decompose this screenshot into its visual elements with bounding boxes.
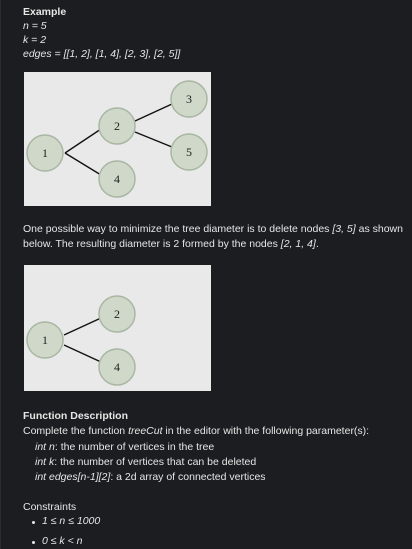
function-description-heading: Function Description	[23, 410, 128, 422]
tree-edge	[64, 345, 101, 362]
tree-edge	[65, 153, 101, 175]
tree-figure-original	[24, 72, 211, 206]
svg-text:2: 2	[114, 119, 120, 133]
param-k: int k: the number of vertices that can be deleted	[35, 456, 257, 468]
tree-node	[171, 134, 207, 170]
tree-node	[99, 296, 135, 332]
tree-edge	[135, 104, 172, 121]
svg-text:2: 2	[114, 307, 120, 321]
example-n: n = 5	[23, 20, 47, 32]
explanation-line-1: One possible way to minimize the tree diameter is to delete nodes [3, 5] as shown	[23, 223, 403, 235]
tree-edge	[65, 129, 101, 153]
example-k: k = 2	[23, 34, 47, 46]
svg-text:4: 4	[114, 172, 120, 186]
constraints-heading: Constraints	[23, 501, 77, 513]
tree-node	[99, 161, 135, 197]
function-description-intro: Complete the function treeCut in the editor with the following parameter(s):	[23, 425, 370, 437]
bullet-icon	[32, 521, 35, 524]
tree-node	[27, 135, 63, 171]
constraint-item: 0 ≤ k < n	[42, 535, 83, 547]
tree-node	[27, 322, 63, 358]
bullet-icon	[32, 541, 35, 544]
tree-node	[99, 349, 135, 385]
tree-figure-after-deletion	[24, 265, 211, 391]
example-edges: edges = [[1, 2], [1, 4], [2, 3], [2, 5]]	[23, 48, 181, 60]
svg-text:4: 4	[114, 360, 120, 374]
tree-node	[99, 108, 135, 144]
explanation-line-2: below. The resulting diameter is 2 formed by the nodes [2, 1, 4].	[23, 238, 319, 250]
tree-edge	[64, 318, 101, 335]
param-n: int n: the number of vertices in the tree	[35, 441, 215, 453]
svg-text:5: 5	[186, 145, 192, 159]
constraint-item: 1 ≤ n ≤ 1000	[42, 515, 101, 527]
tree-edge	[135, 132, 172, 147]
param-edges: int edges[n-1][2]: a 2d array of connected vertices	[35, 471, 266, 483]
svg-text:3: 3	[186, 92, 192, 106]
tree-node	[171, 81, 207, 117]
svg-text:1: 1	[42, 146, 48, 160]
svg-text:1: 1	[42, 333, 48, 347]
example-heading: Example	[23, 6, 67, 18]
